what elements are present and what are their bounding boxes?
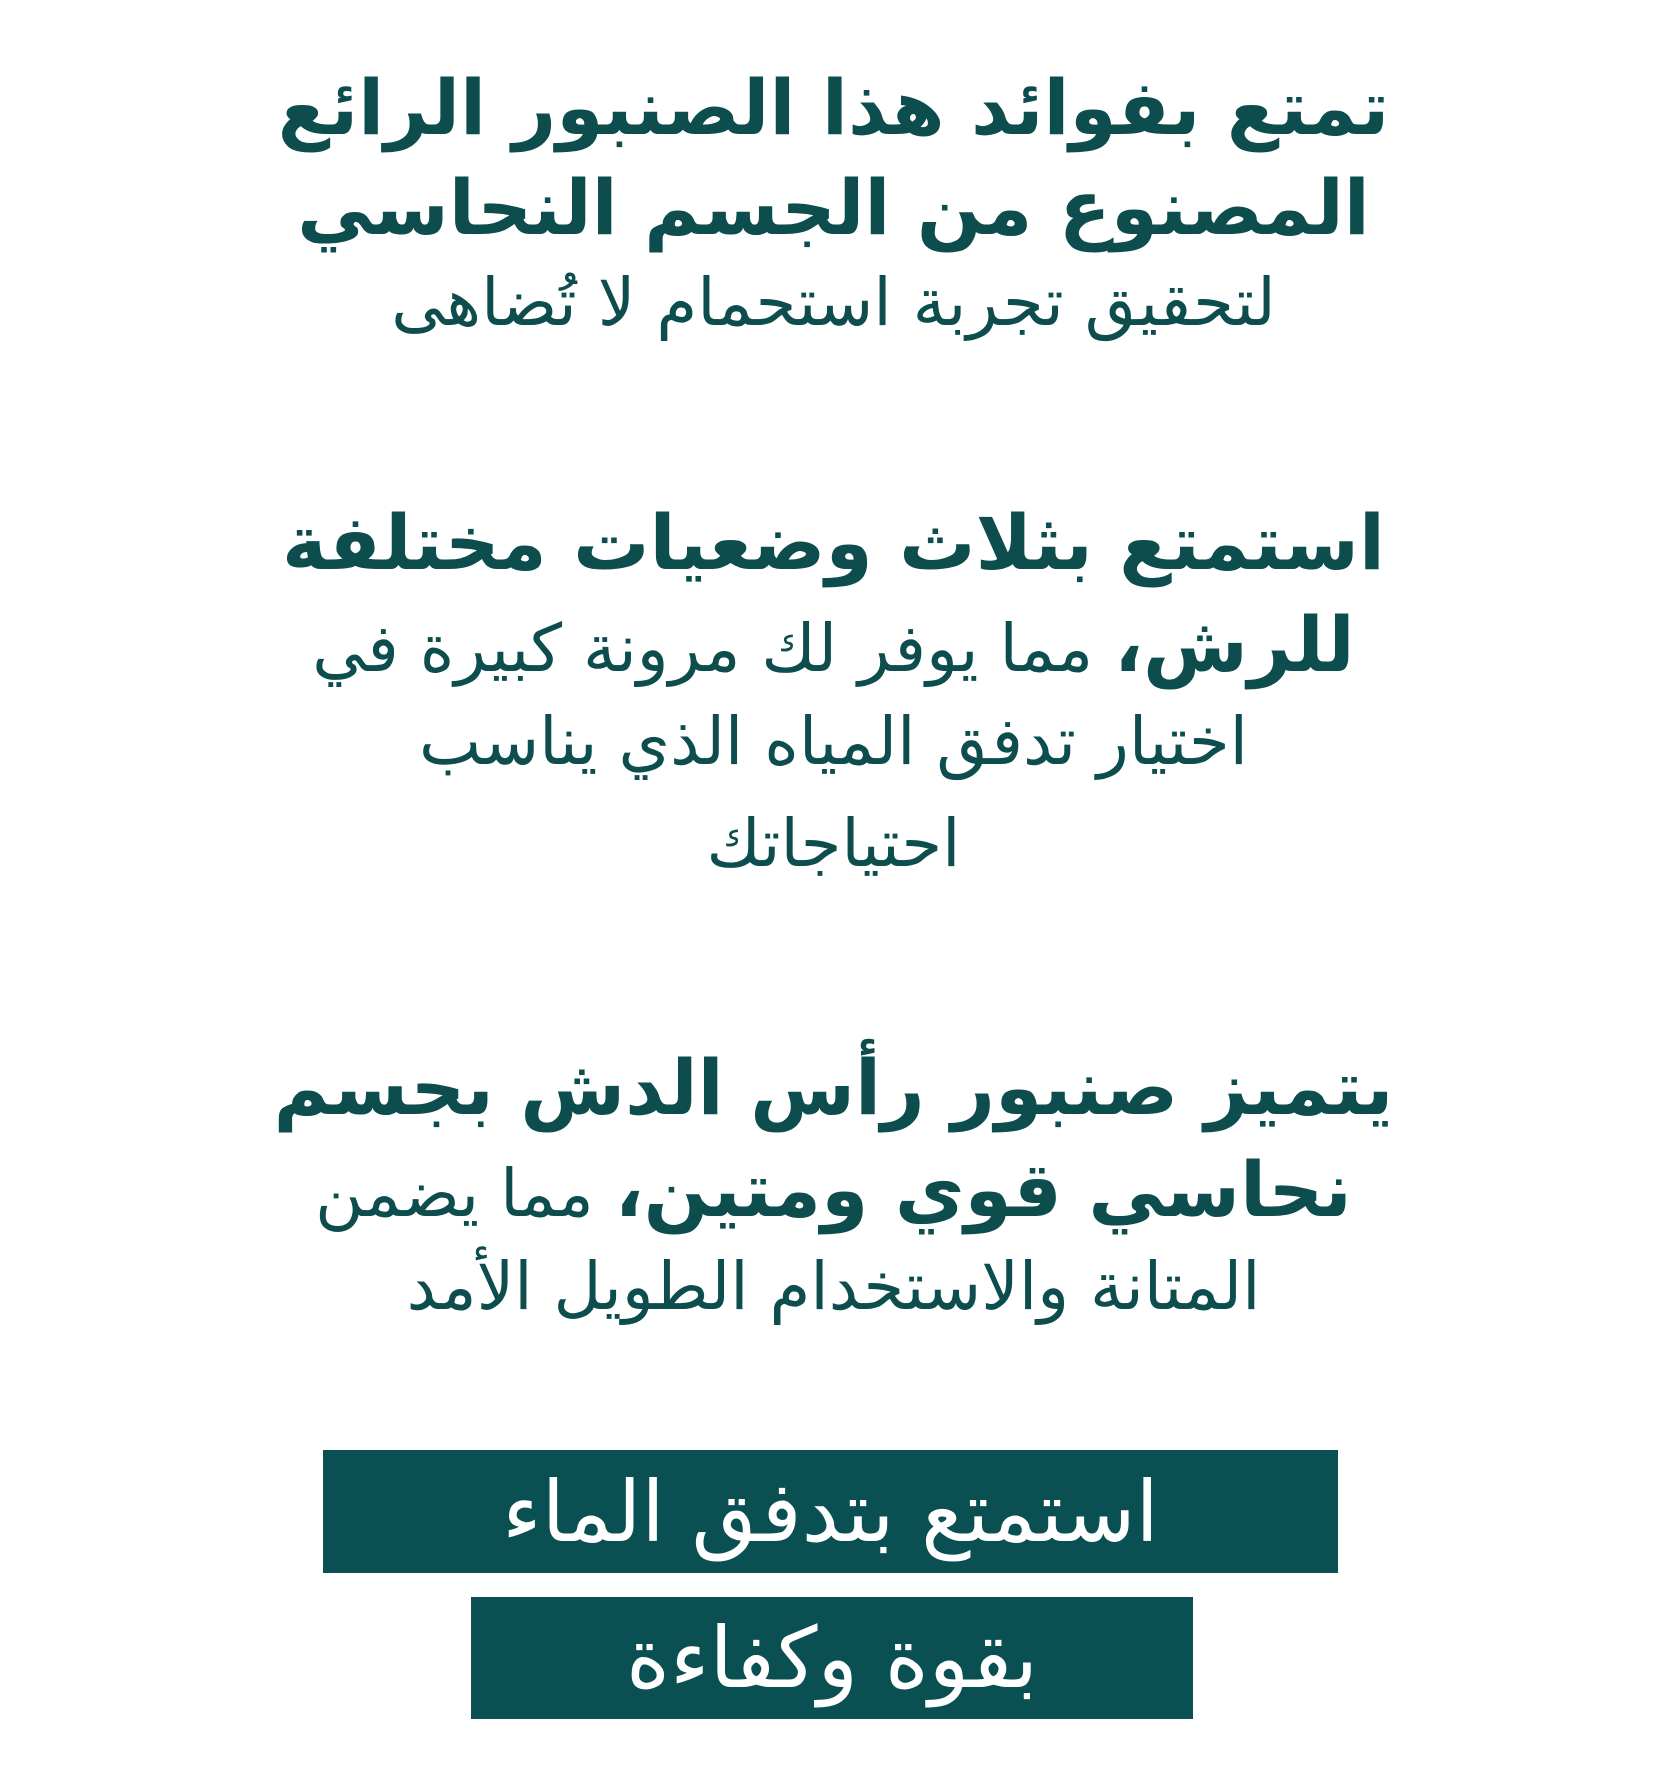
block1-line1: تمتع بفوائد هذا الصنبور الرائع (277, 63, 1390, 152)
paragraph-copper-body (150, 63, 1517, 370)
block3-line1: يتميز صنبور رأس الدش بجسم (273, 1043, 1394, 1132)
block2-line2-bold: للرش، (1114, 600, 1355, 689)
block2-line2-light: مما يوفر لك مرونة كبيرة في (312, 610, 1115, 687)
block2-line3: اختيار تدفق المياه الذي يناسب (419, 703, 1248, 780)
block2-line1: استمتع بثلاث وضعيات مختلفة (282, 498, 1385, 587)
block3-line2-bold: نحاسي قوي ومتين، (614, 1145, 1352, 1234)
paragraph-spray-modes (150, 498, 1517, 913)
block3-line3: المتانة والاستخدام الطويل الأمد (406, 1248, 1261, 1325)
block3-line2 (150, 1145, 1517, 1254)
block2-line4: احتياجاتك (706, 805, 961, 882)
block3-line2-light: مما يضمن (315, 1155, 615, 1232)
block1-line2: المصنوع من الجسم النحاسي (297, 163, 1370, 252)
banner-line-1 (323, 1450, 1338, 1573)
block1-line3: لتحقيق تجربة استحمام لا تُضاهى (391, 264, 1276, 341)
banner-line-1-text: استمتع بتدفق الماء (502, 1462, 1159, 1561)
block2-line2 (150, 600, 1517, 709)
banner-line-2-text: بقوة وكفاءة (625, 1609, 1039, 1707)
paragraph-durability (150, 1043, 1517, 1356)
banner-line-2 (471, 1597, 1193, 1719)
